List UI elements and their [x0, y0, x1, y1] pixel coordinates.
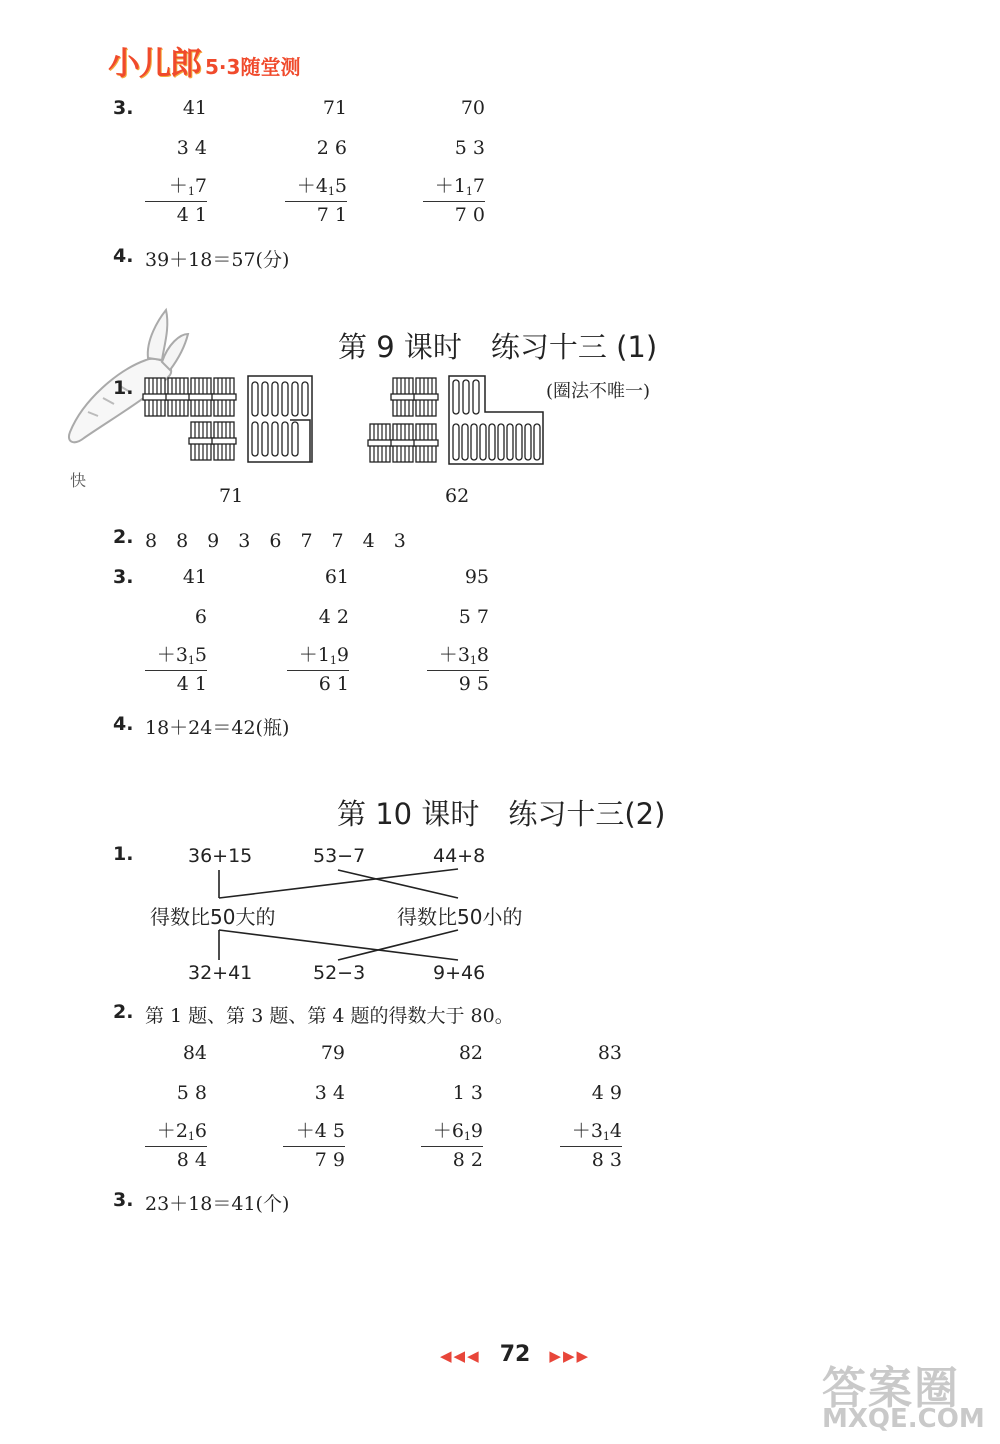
watermark-url: MXQE.COM [822, 1404, 985, 1434]
count-label: 62 [445, 485, 470, 507]
carry-mark: 1 [187, 654, 195, 667]
expression-box: 9+46 [433, 962, 486, 984]
addend-bottom: $+2_16$ [156, 1120, 207, 1143]
sum: 7 9 [314, 1149, 345, 1171]
addend-top: 4 9 [591, 1082, 622, 1104]
addend-top: 5 7 [458, 606, 489, 628]
addend-bottom: $+6_19$ [432, 1120, 483, 1143]
question-number: 4. [113, 713, 134, 735]
addend-top: 6 [194, 606, 207, 628]
carry-mark: 1 [469, 654, 477, 667]
addend-bottom: $+3_18$ [438, 644, 489, 667]
sum: 6 1 [318, 673, 349, 695]
margin-note: 快 [70, 471, 87, 490]
match-line [338, 870, 458, 898]
question-number: 3. [113, 97, 134, 119]
page-footer [440, 1342, 590, 1367]
carry-mark: 1 [329, 654, 337, 667]
vertical-addition [391, 1042, 483, 1171]
sum: 4 1 [176, 673, 207, 695]
page-number: 72 [499, 1342, 531, 1367]
sum: 4 1 [176, 204, 207, 226]
match-line [219, 930, 458, 960]
question-number: 2. [113, 1001, 134, 1023]
addend-bottom: $+3_15$ [156, 644, 207, 667]
addition-result: 41 [182, 97, 207, 119]
addend-bottom: $+1_19$ [298, 644, 349, 667]
addend-top: 5 8 [176, 1082, 207, 1104]
addend-bottom: $+3_14$ [571, 1120, 622, 1143]
sum: 8 2 [452, 1149, 483, 1171]
note-text: (圈法不唯一) [546, 381, 651, 402]
addition-result: 71 [322, 97, 347, 119]
carry-mark: 1 [465, 185, 473, 198]
addend-top: 2 6 [316, 137, 347, 159]
addition-result: 70 [460, 97, 485, 119]
addend-top: 1 3 [452, 1082, 483, 1104]
left-arrows-icon: ◀◀◀ [440, 1347, 481, 1365]
question-number: 2. [113, 526, 134, 548]
sum: 8 4 [176, 1149, 207, 1171]
sum: 9 5 [458, 673, 489, 695]
brand-subtitle: 5·3随堂测 [205, 55, 301, 79]
vertical-addition [115, 1042, 207, 1171]
answer-text: 8 8 9 3 6 7 7 4 3 [145, 530, 406, 552]
expression-box: 36+15 [188, 845, 253, 867]
answer-text: 23＋18＝41(个) [145, 1193, 290, 1215]
addend-bottom: $+1_17$ [434, 175, 485, 198]
question-number: 4. [113, 245, 134, 267]
sum: 8 3 [591, 1149, 622, 1171]
category-label: 得数比50小的 [397, 905, 523, 929]
lesson-title: 第 10 课时 练习十三(2) [337, 797, 666, 831]
addend-top: 4 2 [318, 606, 349, 628]
addition-result: 41 [182, 566, 207, 588]
lesson-title: 第 9 课时 练习十三 (1) [338, 330, 658, 364]
addend-top: 3 4 [314, 1082, 345, 1104]
expression-box: 52−3 [313, 962, 366, 984]
carry-mark: 1 [327, 185, 335, 198]
category-label: 得数比50大的 [150, 905, 276, 929]
right-arrows-icon: ▶▶▶ [549, 1347, 591, 1365]
expression-box: 32+41 [188, 962, 253, 984]
question-number: 3. [113, 1189, 134, 1211]
answer-text: 第 1 题、第 3 题、第 4 题的得数大于 80。 [145, 1005, 514, 1027]
addend-top: 3 4 [176, 137, 207, 159]
addition-result: 84 [182, 1042, 207, 1064]
addition-result: 95 [464, 566, 489, 588]
sum: 7 0 [454, 204, 485, 226]
expression-box: 53−7 [313, 845, 366, 867]
vertical-addition [253, 1042, 345, 1171]
question-number: 1. [113, 843, 134, 865]
addend-top: 5 3 [454, 137, 485, 159]
vertical-addition [530, 1042, 622, 1171]
addend-bottom: $+4_15$ [296, 175, 347, 198]
match-line [338, 930, 458, 960]
addend-bottom: ＋4 5 [295, 1120, 345, 1142]
addition-result: 83 [597, 1042, 622, 1064]
question-number: 3. [113, 566, 134, 588]
brand-name: 小儿郎 [108, 44, 202, 82]
count-label: 71 [219, 485, 244, 507]
addition-result: 79 [320, 1042, 345, 1064]
carry-mark: 1 [187, 185, 195, 198]
expression-box: 44+8 [433, 845, 486, 867]
answer-text: 18＋24＝42(瓶) [145, 717, 290, 739]
carry-mark: 1 [602, 1130, 610, 1143]
match-line [219, 869, 458, 898]
addition-result: 82 [458, 1042, 483, 1064]
carry-mark: 1 [463, 1130, 471, 1143]
sum: 7 1 [316, 204, 347, 226]
addend-bottom: $+_17$ [168, 175, 207, 198]
answer-text: 39＋18＝57(分) [145, 249, 290, 271]
watermark-logo: 答案圈 [822, 1363, 960, 1414]
carry-mark: 1 [187, 1130, 195, 1143]
question-number: 1. [113, 377, 134, 399]
addition-result: 61 [324, 566, 349, 588]
